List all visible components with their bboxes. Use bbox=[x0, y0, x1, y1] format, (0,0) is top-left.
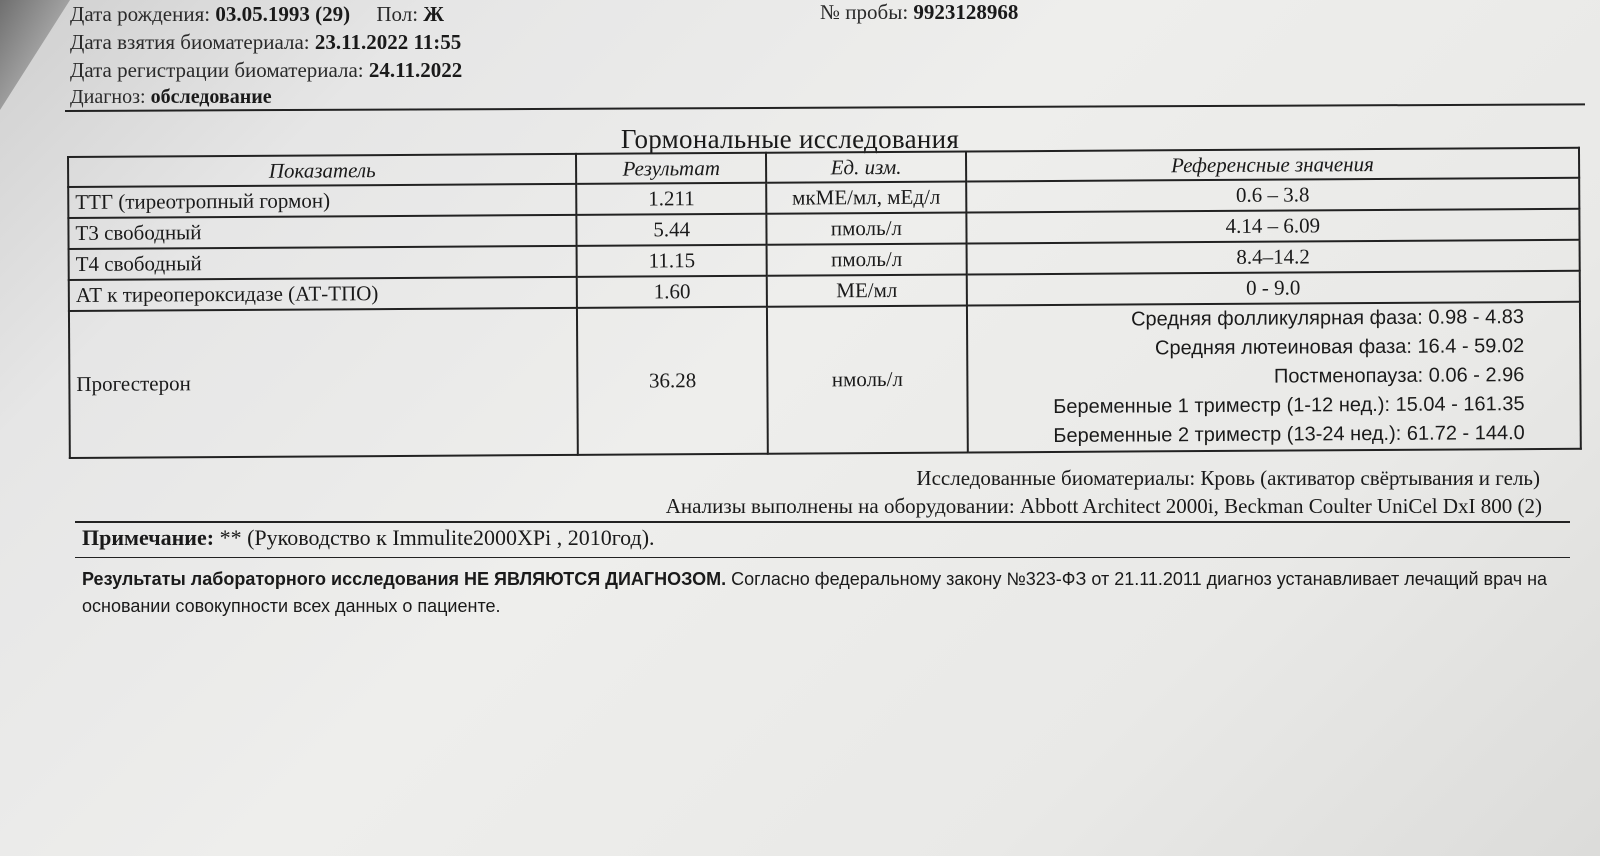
reference-line: Постменопауза: 0.06 - 2.96 bbox=[1273, 364, 1525, 388]
note-divider-bottom bbox=[75, 557, 1570, 558]
row-result: 1.60 bbox=[577, 276, 767, 308]
row-name: АТ к тиреопероксидазе (АТ-ТПО) bbox=[69, 277, 577, 311]
registration-date-value: 24.11.2022 bbox=[368, 58, 463, 82]
sample-number-value: 9923128968 bbox=[913, 0, 1019, 24]
disclaimer bbox=[82, 566, 1572, 620]
sex-value: Ж bbox=[423, 2, 445, 26]
birth-date-value: 03.05.1993 (29) bbox=[215, 2, 351, 26]
reference-line: Средняя лютеиновая фаза: 16.4 - 59.02 bbox=[1154, 335, 1525, 360]
diagnosis-value: обследование bbox=[150, 86, 272, 108]
row-reference: 4.14 – 6.09 bbox=[966, 209, 1579, 244]
birth-date-label: Дата рождения: bbox=[70, 2, 211, 26]
sample-number-line bbox=[820, 0, 1018, 25]
note-text: ** (Руководство к Immulite2000XPi , 2010год). bbox=[214, 525, 655, 550]
equipment-text: Анализы выполнены на оборудовании: Abbott Architect 2000i, Beckman Coulter UniCel DxI 800 (2) bbox=[665, 494, 1542, 518]
row-name: ТТГ (тиреотропный гормон) bbox=[68, 184, 576, 218]
row-unit: пмоль/л bbox=[767, 244, 967, 276]
row-reference bbox=[967, 302, 1581, 453]
row-result: 11.15 bbox=[577, 245, 767, 277]
row-name: Т4 свободный bbox=[69, 246, 577, 280]
disclaimer-text: Согласно федеральному закону №323-ФЗ от 21.11.2011 диагноз устанавливает лечащий врач на основании совокупности всех данных о пациенте. bbox=[82, 569, 1548, 616]
registration-date-line bbox=[70, 58, 462, 83]
column-header-indicator: Показатель bbox=[68, 154, 576, 187]
row-result: 36.28 bbox=[577, 307, 768, 455]
row-name: Т3 свободный bbox=[68, 215, 576, 249]
table-row bbox=[69, 302, 1581, 458]
column-header-result: Результат bbox=[576, 153, 766, 184]
row-result: 5.44 bbox=[577, 214, 767, 246]
collection-date-line bbox=[70, 30, 461, 55]
reference-line: Беременные 1 триместр (1-12 нед.): 15.04 - 161.35 bbox=[1053, 393, 1525, 418]
note-divider-top bbox=[75, 521, 1570, 523]
disclaimer-bold: Результаты лабораторного исследования НЕ ЯВЛЯЮТСЯ ДИАГНОЗОМ. bbox=[82, 569, 727, 589]
note-line bbox=[82, 525, 655, 551]
column-header-reference: Референсные значения bbox=[966, 148, 1579, 182]
registration-date-label: Дата регистрации биоматериала: bbox=[70, 58, 364, 82]
results-table bbox=[67, 147, 1582, 459]
section-title-text: Гормональные исследования bbox=[620, 124, 960, 154]
diagnosis-label: Диагноз: bbox=[70, 86, 146, 108]
sample-number-label: № пробы: bbox=[820, 0, 909, 24]
birth-date-line bbox=[70, 2, 444, 27]
reference-line: Средняя фолликулярная фаза: 0.98 - 4.83 bbox=[1131, 306, 1525, 331]
row-unit: пмоль/л bbox=[766, 213, 966, 245]
row-result: 1.211 bbox=[576, 183, 766, 215]
row-unit: МЕ/мл bbox=[767, 275, 967, 307]
collection-date-label: Дата взятия биоматериала: bbox=[70, 30, 310, 54]
header-divider bbox=[65, 103, 1585, 112]
biomaterials-text: Исследованные биоматериалы: Кровь (активатор свёртывания и гель) bbox=[916, 466, 1540, 490]
diagnosis-line bbox=[70, 86, 272, 109]
row-unit: нмоль/л bbox=[767, 306, 968, 454]
photo-corner-shadow bbox=[0, 0, 70, 110]
sex-label: Пол: bbox=[376, 2, 419, 26]
reference-line: Беременные 2 триместр (13-24 нед.): 61.72 - 144.0 bbox=[1053, 422, 1525, 447]
row-name: Прогестерон bbox=[69, 308, 578, 458]
row-unit: мкМЕ/мл, мЕд/л bbox=[766, 182, 966, 214]
note-label: Примечание: bbox=[82, 525, 215, 550]
collection-date-value: 23.11.2022 11:55 bbox=[314, 30, 462, 54]
row-reference: 8.4–14.2 bbox=[966, 240, 1579, 275]
row-reference: 0.6 – 3.8 bbox=[966, 178, 1579, 213]
row-reference: 0 - 9.0 bbox=[967, 271, 1580, 306]
column-header-unit: Ед. изм. bbox=[766, 152, 966, 183]
